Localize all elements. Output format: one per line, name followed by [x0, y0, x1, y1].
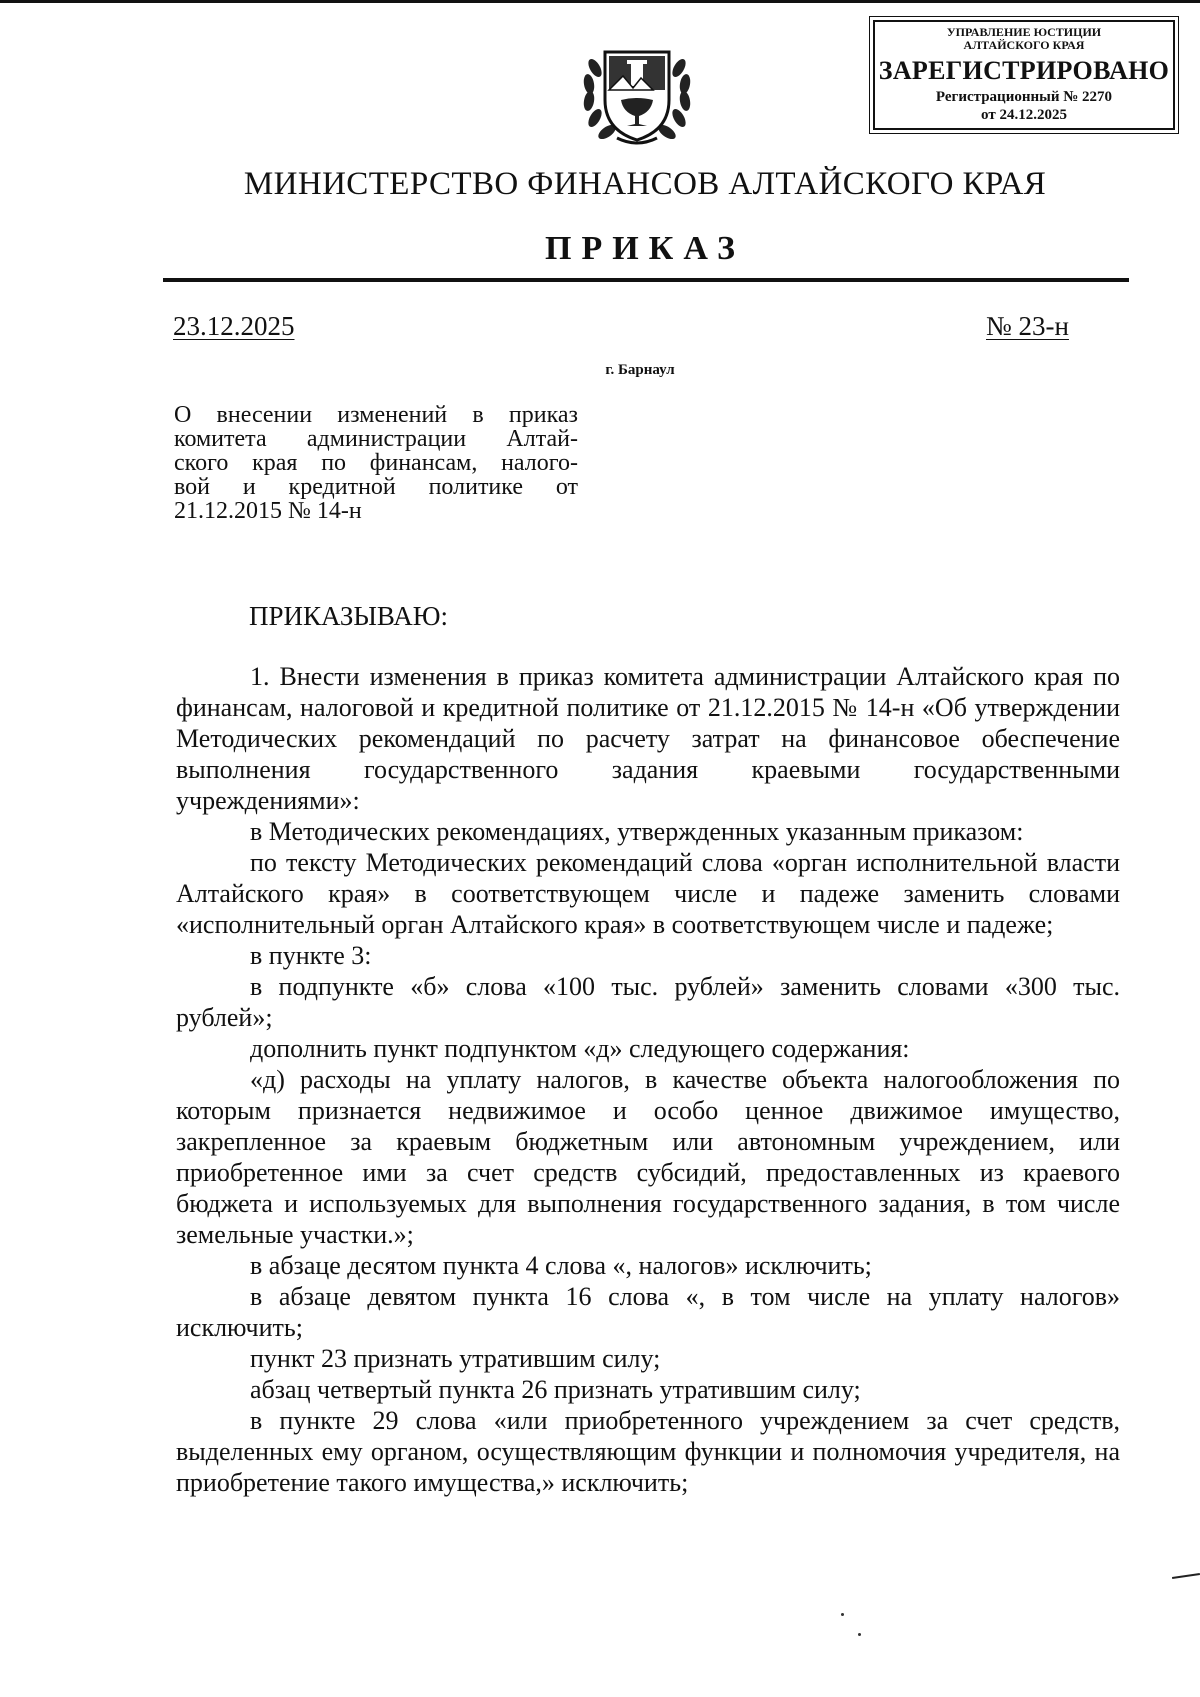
issue-city: г. Барнаул: [605, 362, 675, 378]
body-paragraph: в абзаце десятом пункта 4 слова «, налогов» исключить;: [250, 1251, 872, 1280]
coat-of-arms-icon: [577, 38, 697, 148]
order-body: [176, 661, 1120, 1498]
body-paragraph: по тексту Методических рекомендаций слова «орган исполнительной власти Алтайского края» в соответствующем числе и падеже заменить словами «исполнительный орган Алтайского края» в соответствующем числе и падеже;: [176, 848, 1120, 939]
order-subject: [174, 403, 578, 523]
scan-speck: [841, 1613, 844, 1616]
subject-line: комитета администрации Алтай-: [174, 426, 578, 452]
order-command: ПРИКАЗЫВАЮ:: [249, 601, 448, 631]
document-type-title: ПРИКАЗ: [545, 230, 745, 267]
registration-stamp: [873, 20, 1175, 130]
body-paragraph: в пункте 29 слова «или приобретенного учреждением за счет средств, выделенных ему органом, осуществляющим функции и полномочия учредителя, на приобретение такого имущества,» исключить;: [176, 1406, 1120, 1497]
stamp-status: ЗАРЕГИСТРИРОВАНО: [878, 56, 1170, 85]
stamp-reg-date: от 24.12.2025: [981, 107, 1067, 123]
order-number: № 23-н: [986, 311, 1069, 341]
body-paragraph: в Методических рекомендациях, утвержденных указанным приказом:: [250, 817, 1024, 846]
body-paragraph: дополнить пункт подпунктом «д» следующего содержания:: [250, 1034, 910, 1063]
body-paragraph: «д) расходы на уплату налогов, в качестве объекта налогообложения по которым признается недвижимое и особо ценное движимое имущество, закрепленное за краевым бюджетным или автономным учреждением, или приобретенное ими за счет средств субсидий, предоставленных из краевого бюджета и используемых для выполнения государственного задания, в том числе земельные участки.»;: [176, 1065, 1120, 1249]
scan-corner-mark: [1172, 1573, 1200, 1579]
body-paragraph: в пункте 3:: [250, 941, 372, 970]
order-date: 23.12.2025: [173, 311, 295, 341]
page-top-edge: [0, 0, 1200, 3]
scan-speck: [858, 1633, 861, 1636]
stamp-org-line1: УПРАВЛЕНИЕ ЮСТИЦИИ: [946, 25, 1102, 39]
subject-line: О внесении изменений в приказ: [174, 402, 578, 428]
subject-line: вой и кредитной политике от: [174, 474, 578, 500]
header-divider: [163, 278, 1129, 282]
ministry-name: МИНИСТЕРСТВО ФИНАНСОВ АЛТАЙСКОГО КРАЯ: [243, 166, 1047, 202]
subject-line: 21.12.2015 № 14-н: [174, 498, 362, 524]
subject-line: ского края по финансам, налого-: [174, 450, 578, 476]
body-paragraph: в подпункте «б» слова «100 тыс. рублей» заменить словами «300 тыс. рублей»;: [176, 972, 1120, 1032]
body-paragraph: абзац четвертый пункта 26 признать утратившим силу;: [250, 1375, 861, 1404]
stamp-reg-number: Регистрационный № 2270: [935, 89, 1113, 105]
body-paragraph: пункт 23 признать утратившим силу;: [250, 1344, 661, 1373]
body-paragraph: 1. Внести изменения в приказ комитета администрации Алтайского края по финансам, налоговой и кредитной политике от 21.12.2015 № 14-н «Об утверждении Методических рекомендаций по расчету затрат на финансовое обеспечение выполнения государственного задания краевыми государственными учреждениями»:: [176, 662, 1120, 815]
stamp-org-line2: АЛТАЙСКОГО КРАЯ: [963, 38, 1085, 52]
body-paragraph: в абзаце девятом пункта 16 слова «, в том числе на уплату налогов» исключить;: [176, 1282, 1120, 1342]
